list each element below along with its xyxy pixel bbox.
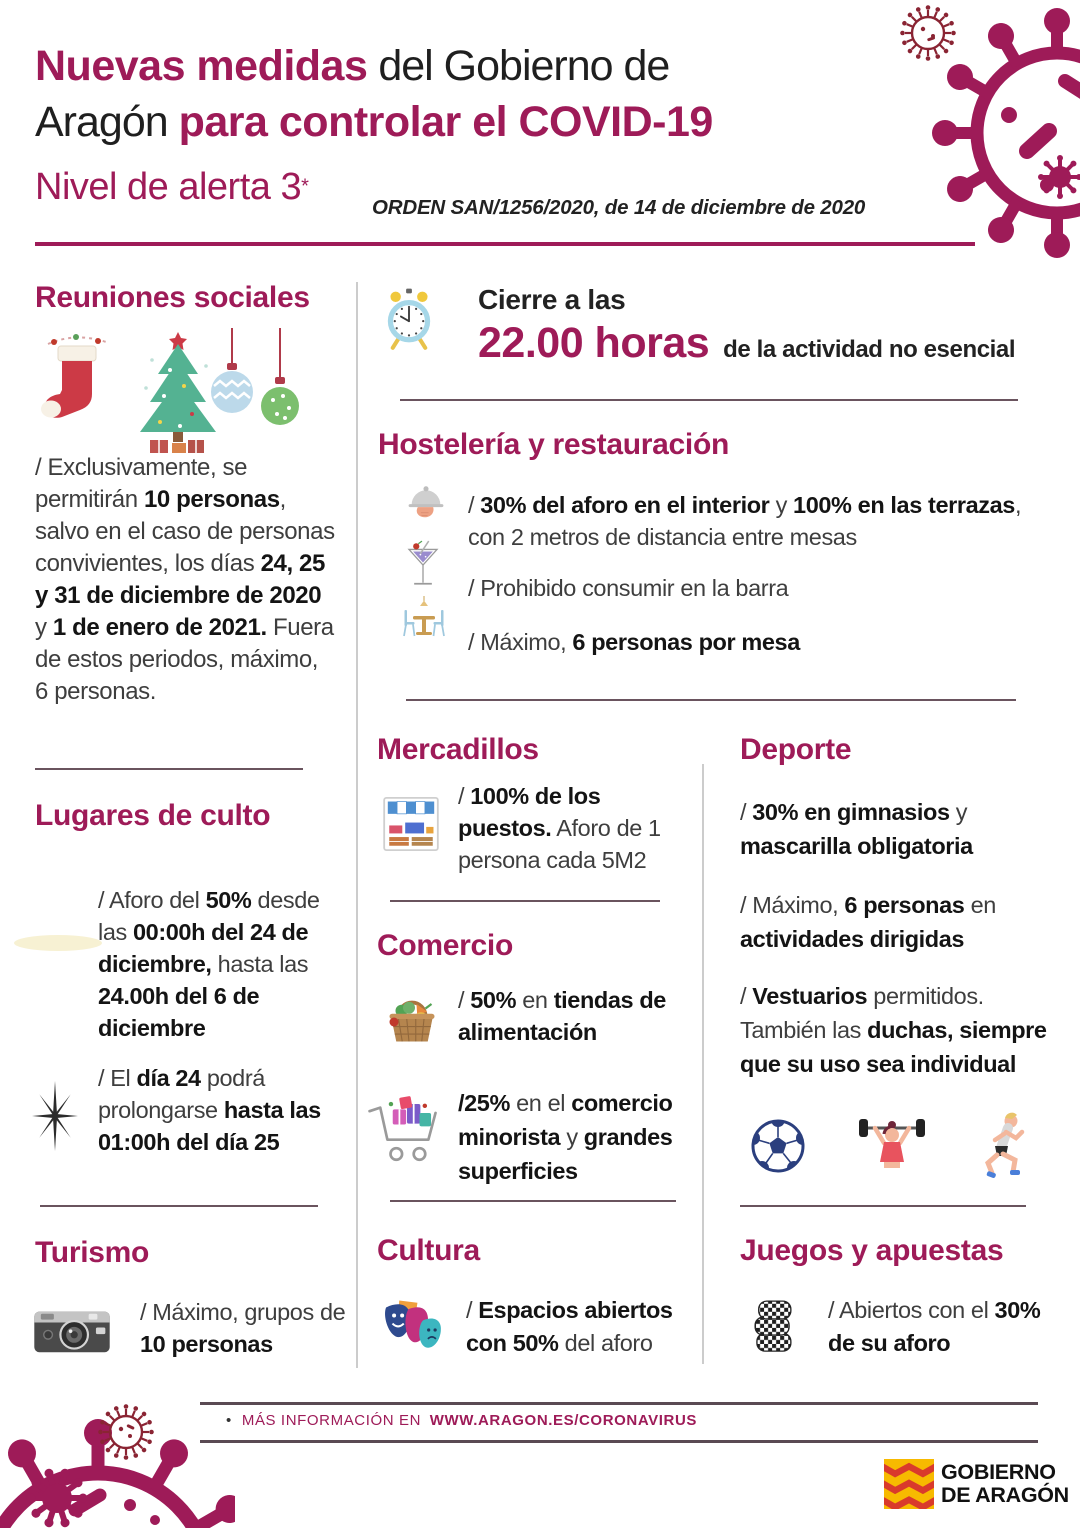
culto-item1: / Aforo del 50% desde las 00:00h del 24 de diciembre, hasta las 24.00h del 6 de diciembre [98, 887, 320, 1041]
alert-level [35, 166, 309, 209]
hosteleria-item1-line2: con 2 metros de distancia entre mesas [468, 524, 857, 550]
footer-url: WWW.ARAGON.ES/CORONAVIRUS [429, 1412, 697, 1429]
market-stall-icon [382, 794, 440, 854]
divider-hosteleria [406, 699, 1016, 701]
section-title-deporte: Deporte [740, 733, 852, 766]
alert-asterisk: * [301, 175, 309, 198]
divider-culto [40, 1205, 318, 1207]
gobierno-logo-text [941, 1461, 1069, 1507]
divider-mercadillos [390, 900, 660, 902]
order-reference: ORDEN SAN/1256/2020, de 14 de diciembre de 2020 [372, 196, 866, 219]
mercadillos-text: / 100% de los puestos. Aforo de 1 persona cada 5M2 [458, 783, 661, 873]
grocery-basket-icon [382, 986, 442, 1046]
hosteleria-item2: / Prohibido consumir en la barra [468, 575, 789, 601]
footer-info-prefix: MÁS INFORMACIÓN EN [241, 1412, 421, 1429]
sports-icons [742, 1108, 1042, 1182]
camera-icon [32, 1300, 112, 1358]
closure-time: 22.00 horas [478, 319, 710, 367]
shopping-cart-icon [366, 1088, 448, 1170]
section-title-comercio: Comercio [377, 929, 513, 962]
divider-comercio [390, 1200, 676, 1202]
hosteleria-item3: / Máximo, 6 personas por mesa [468, 629, 800, 655]
bethlehem-star-icon [26, 1064, 84, 1168]
closure-banner [478, 284, 1068, 368]
footer-rule-top [200, 1402, 1038, 1405]
section-title-culto: Lugares de culto [35, 799, 271, 832]
juegos-text: / Abiertos con el 30% de su aforo [828, 1297, 1041, 1356]
section-title-reuniones: Reuniones sociales [35, 281, 310, 314]
divider-closure [400, 399, 1018, 401]
poker-chips-icon [748, 1294, 798, 1360]
coronavirus-bottom-icon [0, 1390, 235, 1528]
section-title-juegos: Juegos y apuestas [740, 1234, 1004, 1267]
weightlifter-icon [859, 1119, 925, 1168]
closure-scope: de la actividad no esencial [723, 336, 1016, 363]
vertical-divider-left [356, 282, 358, 1368]
deporte-item3: / Vestuarios permitidos. También las duchas, siempre que su uso sea individual [740, 983, 1047, 1077]
christmas-icons [30, 328, 305, 468]
theater-masks-icon [378, 1294, 452, 1358]
footer-bullet: • [226, 1412, 232, 1429]
header-rule [35, 242, 975, 246]
page-title-line2: Aragón para controlar el COVID-19 [35, 98, 713, 146]
comercio-item2: /25% en el comercio minorista y grandes superficies [458, 1090, 673, 1184]
section-title-hosteleria: Hostelería y restauración [378, 428, 729, 461]
table-and-chairs-icon [396, 596, 452, 644]
runner-icon [986, 1113, 1022, 1179]
closure-lead: Cierre a las [478, 284, 626, 315]
cocktail-glass-icon [404, 538, 442, 590]
section-title-turismo: Turismo [35, 1236, 150, 1269]
hosteleria-item1: / 30% del aforo en el interior y 100% en las terrazas, con 2 metros de distancia entre mesas [468, 489, 1068, 553]
deporte-item2: / Máximo, 6 personas en actividades dirigidas [740, 892, 996, 952]
baubles-icon [211, 328, 299, 425]
serving-cloche-icon [400, 476, 452, 523]
page-title-line1: Nuevas medidas del Gobierno de [35, 42, 670, 90]
reuniones-text: / Exclusivamente, se permitirán 10 personas, salvo en el caso de personas convivientes, los días 24, 25 y 31 de diciembre de 2020 y 1 de enero de 2021. Fuera de estos periodos, máximo, 6 personas. [35, 454, 335, 705]
christmas-tree-icon [140, 332, 216, 453]
gobierno-logo-line2: DE ARAGÓN [941, 1483, 1069, 1507]
christmas-stocking-icon [41, 334, 106, 418]
alert-level-text: Nivel de alerta 3 [35, 166, 302, 208]
page-title [35, 38, 895, 150]
divider-deporte [740, 1205, 1026, 1207]
comercio-item1: / 50% en tiendas de alimentación [458, 987, 666, 1045]
footer-info [226, 1412, 697, 1429]
footer-rule-bottom [200, 1440, 1038, 1443]
deporte-item1: / 30% en gimnasios y mascarilla obligatoria [740, 799, 973, 859]
gobierno-logo-line1: GOBIERNO [941, 1460, 1056, 1484]
soccer-ball-icon [746, 1113, 810, 1175]
divider-reuniones [35, 768, 303, 770]
aragon-emblem-icon [884, 1459, 934, 1509]
vertical-divider-right [702, 764, 704, 1364]
turismo-text: / Máximo, grupos de 10 personas [140, 1299, 346, 1357]
section-title-mercadillos: Mercadillos [377, 733, 539, 766]
section-title-cultura: Cultura [377, 1234, 480, 1267]
candle-glow-icon [12, 934, 104, 952]
alarm-clock-icon [380, 287, 438, 353]
culto-item2: / El día 24 podrá prolongarse hasta las 01:00h del día 25 [98, 1065, 321, 1155]
cultura-text: / Espacios abiertos con 50% del aforo [466, 1297, 673, 1356]
